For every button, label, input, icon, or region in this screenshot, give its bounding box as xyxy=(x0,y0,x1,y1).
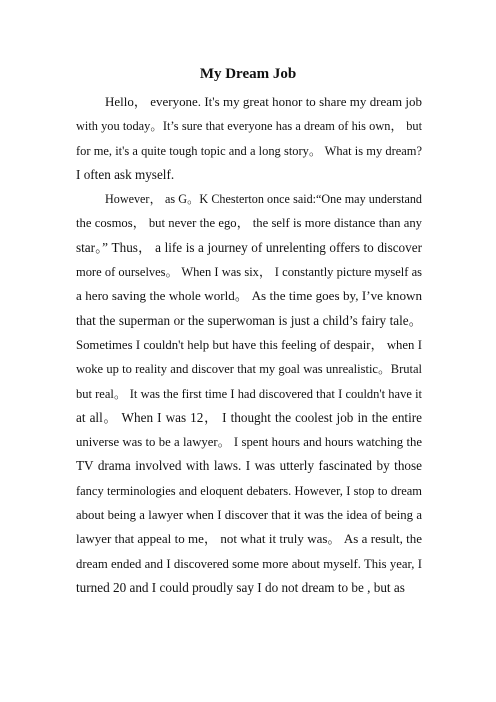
document-body xyxy=(76,90,422,600)
paragraph-2 xyxy=(76,187,422,600)
text-line: with you today。It’s sure that everyone has a dream of his own， but xyxy=(76,119,422,134)
text-line: woke up to reality and discover that my goal was unrealistic。Brutal xyxy=(76,362,422,377)
text-line: that the superman or the superwoman is just a child’s fairy tale。 xyxy=(76,312,422,328)
text-line: Hello， everyone. It's my great honor to share my dream job xyxy=(105,94,422,109)
text-line: the cosmos， but never the ego， the self is more distance than any xyxy=(76,216,422,231)
text-line: star。” Thus， a life is a journey of unrelenting offers to discover xyxy=(76,239,422,255)
text-line: but real。 It was the first time I had discovered that I couldn't have it xyxy=(76,386,422,401)
text-line: dream ended and I discovered some more about myself. This year, I xyxy=(76,556,422,571)
text-line: about being a lawyer when I discover that it was the idea of being a xyxy=(76,508,422,523)
text-line: for me, it's a quite tough topic and a long story。 What is my dream? xyxy=(76,143,422,158)
document-title: My Dream Job xyxy=(199,66,297,82)
text-line: Sometimes I couldn't help but have this feeling of despair， when I xyxy=(76,337,422,352)
text-line: turned 20 and I could proudly say I do not dream to be , but as xyxy=(76,579,405,595)
text-line: However， as G。K Chesterton once said:“One may understand xyxy=(105,192,422,207)
text-line: a hero saving the whole world。 As the time goes by, I’ve known xyxy=(76,288,422,304)
text-line: at all。 When I was 12， I thought the coolest job in the entire xyxy=(76,409,422,425)
paragraph-1 xyxy=(76,90,422,187)
text-line: I often ask myself. xyxy=(76,166,175,182)
text-line: more of ourselves。 When I was six， I constantly picture myself as xyxy=(76,265,422,280)
text-line: TV drama involved with laws. I was utterly fascinated by those xyxy=(76,458,422,474)
text-line: fancy terminologies and eloquent debaters. However, I stop to dream xyxy=(76,483,422,498)
text-line: universe was to be a lawyer。 I spent hours and hours watching the xyxy=(76,435,422,450)
text-line: lawyer that appeal to me， not what it truly was。 As a result, the xyxy=(76,531,422,547)
